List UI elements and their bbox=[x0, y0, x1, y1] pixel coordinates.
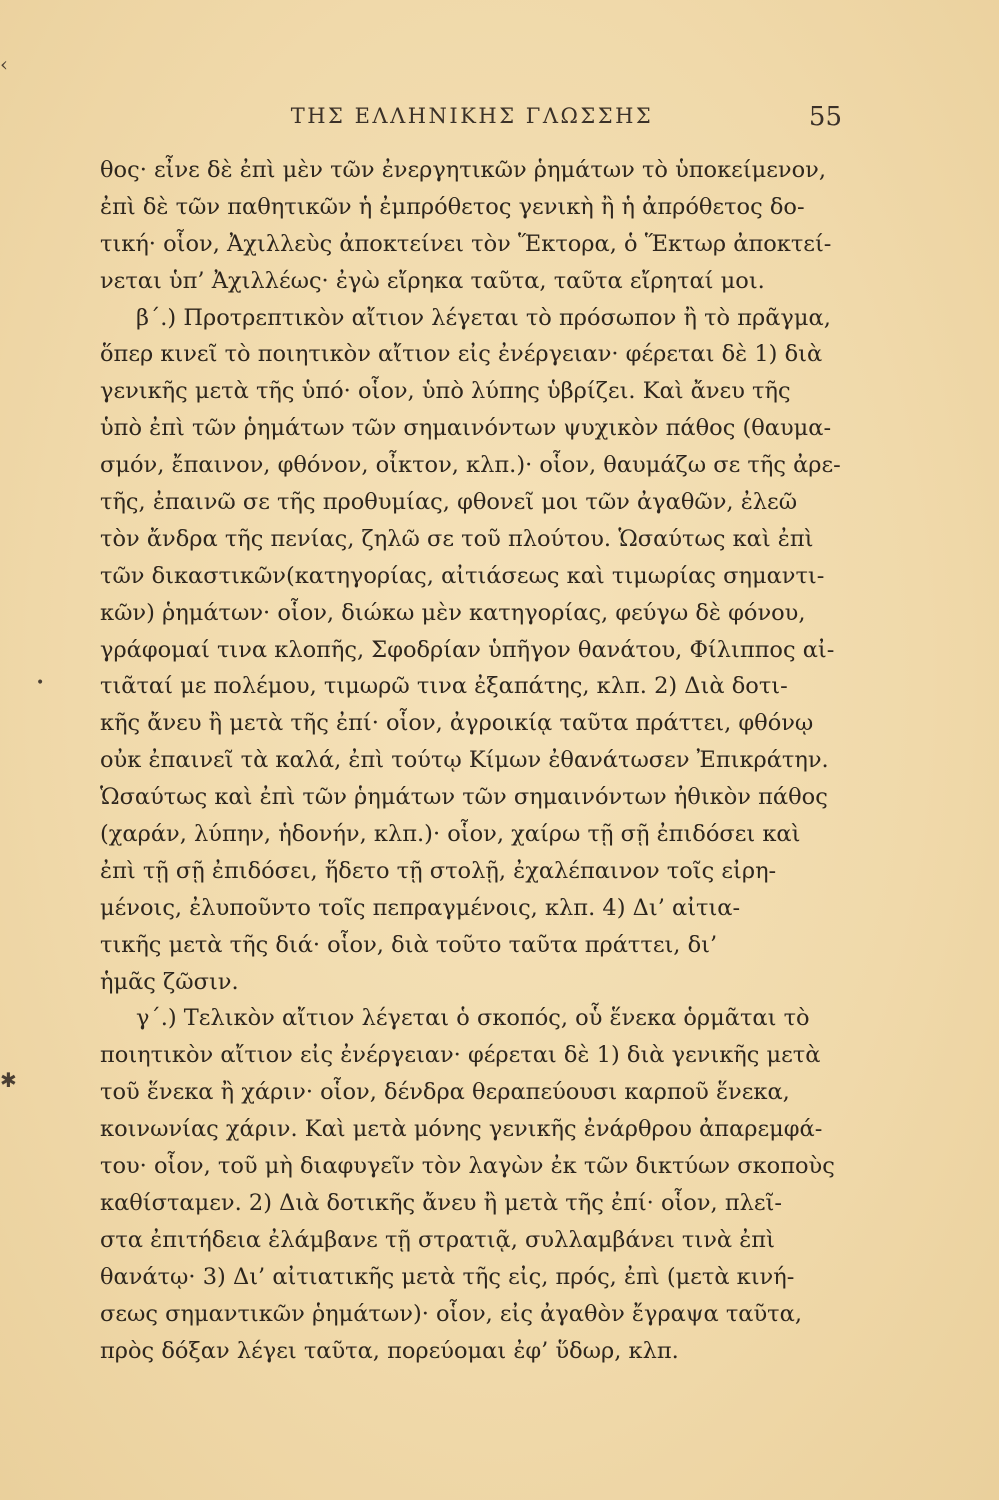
text-line: ἡμᾶς ζῶσιν. bbox=[100, 968, 239, 995]
text-line: β΄.) Προτρεπτικὸν αἴτιον λέγεται τὸ πρόσωπον ἢ τὸ πρᾶγμα, bbox=[136, 304, 831, 331]
text-line: σεως σημαντικῶν ῥημάτων)· οἷον, εἰς ἀγαθὸν ἔγραψα ταῦτα, bbox=[100, 1300, 802, 1327]
text-line: καθίσταμεν. 2) Διὰ δοτικῆς ἄνευ ἢ μετὰ τῆς ἐπί· οἷον, πλεῖ- bbox=[100, 1189, 782, 1216]
text-line: κῆς ἄνευ ἢ μετὰ τῆς ἐπί· οἷον, ἀγροικίᾳ ταῦτα πράττει, φθόνῳ bbox=[100, 710, 814, 737]
text-line: ὅπερ κινεῖ τὸ ποιητικὸν αἴτιον εἰς ἐνέργειαν· φέρεται δὲ 1) διὰ bbox=[100, 341, 823, 368]
text-line: τῶν δικαστικῶν(κατηγορίας, αἰτιάσεως καὶ τιμωρίας σημαντι- bbox=[100, 562, 825, 589]
margin-mark: ‹ bbox=[0, 52, 8, 76]
text-line: θος· εἶνε δὲ ἐπὶ μὲν τῶν ἐνεργητικῶν ῥημάτων τὸ ὑποκείμενον, bbox=[100, 157, 826, 183]
text-line: Ὡσαύτως καὶ ἐπὶ τῶν ῥημάτων τῶν σημαινόντων ἠθικὸν πάθος bbox=[100, 784, 828, 811]
text-line: (χαράν, λύπην, ἡδονήν, κλπ.)· οἷον, χαίρω τῇ σῇ ἐπιδόσει καὶ bbox=[100, 821, 801, 848]
margin-mark: • bbox=[36, 675, 45, 691]
running-head: ΤΗΣ ΕΛΛΗΝΙΚΗΣ ΓΛΩΣΣΗΣ bbox=[290, 104, 654, 128]
body-text bbox=[100, 152, 844, 1369]
text-line: τῆς, ἐπαινῶ σε τῆς προθυμίας, φθονεῖ μοι τῶν ἀγαθῶν, ἐλεῶ bbox=[100, 489, 798, 516]
text-line: γράφομαί τινα κλοπῆς, Σφοδρίαν ὑπῆγον θανάτου, Φίλιππος αἰ- bbox=[100, 636, 835, 663]
text-line: τική· οἷον, Ἀχιλλεὺς ἀποκτείνει τὸν Ἕκτορα, ὁ Ἕκτωρ ἀποκτεί- bbox=[100, 230, 832, 257]
text-line: ἐπὶ δὲ τῶν παθητικῶν ἡ ἐμπρόθετος γενικὴ ἢ ἡ ἀπρόθετος δο- bbox=[100, 193, 805, 220]
margin-mark: ✱ bbox=[0, 1068, 17, 1092]
text-line: ὑπὸ ἐπὶ τῶν ῥημάτων τῶν σημαινόντων ψυχικὸν πάθος (θαυμα- bbox=[100, 415, 832, 442]
text-line: τιᾶταί με πολέμου, τιμωρῶ τινα ἐξαπάτης, κλπ. 2) Διὰ δοτι- bbox=[100, 673, 788, 700]
text-line: νεται ὑπ’ Ἀχιλλέως· ἐγὼ εἴρηκα ταῦτα, ταῦτα εἴρηταί μοι. bbox=[100, 267, 765, 294]
text-line: οὐκ ἐπαινεῖ τὰ καλά, ἐπὶ τούτῳ Κίμων ἐθανάτωσεν Ἐπικράτην. bbox=[100, 747, 829, 774]
text-line: κοινωνίας χάριν. Καὶ μετὰ μόνης γενικῆς ἐνάρθρου ἀπαρεμφά- bbox=[100, 1116, 823, 1143]
text-line: θανάτῳ· 3) Δι’ αἰτιατικῆς μετὰ τῆς εἰς, πρός, ἐπὶ (μετὰ κινή- bbox=[100, 1263, 795, 1290]
page-number: 55 bbox=[808, 102, 842, 132]
text-line: τικῆς μετὰ τῆς διά· οἷον, διὰ τοῦτο ταῦτα πράττει, δι’ bbox=[100, 931, 718, 958]
text-line: κῶν) ῥημάτων· οἷον, διώκω μὲν κατηγορίας, φεύγω δὲ φόνου, bbox=[100, 599, 806, 626]
text-line: γενικῆς μετὰ τῆς ὑπό· οἷον, ὑπὸ λύπης ὑβρίζει. Καὶ ἄνευ τῆς bbox=[100, 378, 791, 405]
text-line: τὸν ἄνδρα τῆς πενίας, ζηλῶ σε τοῦ πλούτου. Ὡσαύτως καὶ ἐπὶ bbox=[100, 525, 814, 552]
text-line: ἐπὶ τῇ σῇ ἐπιδόσει, ἥδετο τῇ στολῇ, ἐχαλέπαινον τοῖς εἰρη- bbox=[100, 857, 777, 884]
text-line: ποιητικὸν αἴτιον εἰς ἐνέργειαν· φέρεται δὲ 1) διὰ γενικῆς μετὰ bbox=[100, 1042, 821, 1069]
text-line: τοῦ ἕνεκα ἢ χάριν· οἷον, δένδρα θεραπεύουσι καρποῦ ἕνεκα, bbox=[100, 1079, 790, 1106]
text-line: γ΄.) Τελικὸν αἴτιον λέγεται ὁ σκοπός, οὗ ἕνεκα ὁρμᾶται τὸ bbox=[136, 1005, 810, 1032]
text-line: του· οἷον, τοῦ μὴ διαφυγεῖν τὸν λαγὼν ἐκ τῶν δικτύων σκοποὺς bbox=[100, 1153, 835, 1180]
text-line: στα ἐπιτήδεια ἐλάμβανε τῇ στρατιᾷ, συλλαμβάνει τινὰ ἐπὶ bbox=[100, 1226, 775, 1253]
text-line: πρὸς δόξαν λέγει ταῦτα, πορεύομαι ἐφ’ ὕδωρ, κλπ. bbox=[100, 1337, 679, 1364]
text-line: μένοις, ἐλυποῦντο τοῖς πεπραγμένοις, κλπ. 4) Δι’ αἰτια- bbox=[100, 894, 741, 921]
text-line: σμόν, ἔπαινον, φθόνον, οἶκτον, κλπ.)· οἷον, θαυμάζω σε τῆς ἀρε- bbox=[100, 452, 841, 479]
page-header bbox=[102, 104, 842, 140]
